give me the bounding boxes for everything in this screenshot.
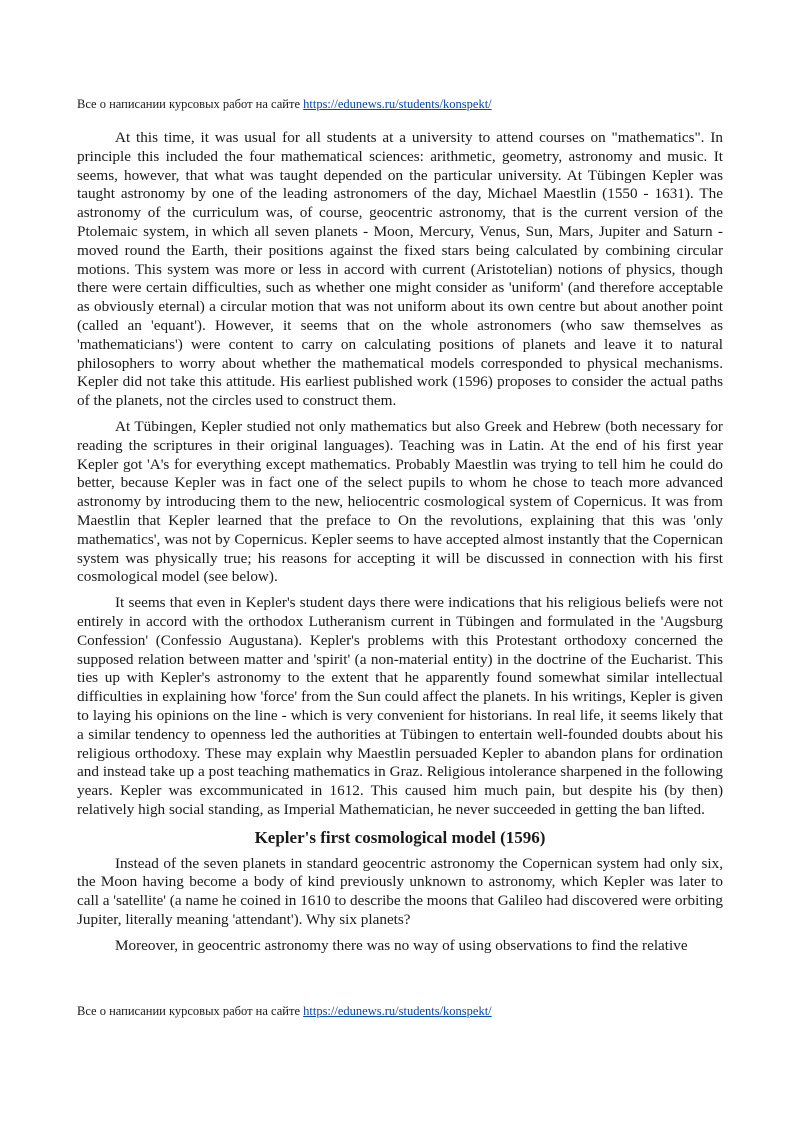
body-paragraph-1: At this time, it was usual for all students at a university to attend courses on "mathematics". In principle this included the four mathematical sciences: arithmetic, geometry, astronomy and music. It seems, however, that what was taught depended on the particular university. At Tübingen Kepler was taught astronomy by one of the leading astronomers of the day, Michael Maestlin (1550 - 1631). The astronomy of the curriculum was, of course, geocentric astronomy, that is the current version of the Ptolemaic system, in which all seven planets - Moon, Mercury, Venus, Sun, Mars, Jupiter and Saturn - moved round the Earth, their positions against the fixed stars being calculated by combining circular motions. This system was more or less in accord with current (Aristotelian) notions of physics, though there were certain difficulties, such as whether one might consider as 'uniform' (and therefore acceptable as obviously eternal) a circular motion that was not uniform about its own centre but about another point (called an 'equant'). However, it seems that on the whole astronomers (who saw themselves as 'mathematicians') were content to carry on calculating positions of planets and leave it to natural philosophers to worry about whether the mathematical models corresponded to physical mechanisms. Kepler did not take this attitude. His earliest published work (1596) proposes to consider the actual paths of the planets, not the circles used to construct them.: [77, 129, 723, 410]
body-paragraph-3: It seems that even in Kepler's student days there were indications that his religious beliefs were not entirely in accord with the orthodox Lutheranism current in Tübingen and formulated in the 'Augsburg Confession' (Confessio Augustana). Kepler's problems with this Protestant orthodoxy concerned the supposed relation between matter and 'spirit' (a non-material entity) in the doctrine of the Eucharist. This ties up with Kepler's astronomy to the extent that he apparently found somewhat similar intellectual difficulties in explaining how 'force' from the Sun could affect the planets. In his writings, Kepler is given to laying his opinions on the line - which is very convenient for historians. In real life, it seems likely that a similar tendency to openness led the authorities at Tübingen to entertain well-founded doubts about his religious orthodoxy. These may explain why Maestlin persuaded Kepler to abandon plans for ordination and instead take up a post teaching mathematics in Graz. Religious intolerance sharpened in the following years. Kepler was excommunicated in 1612. This caused him much pain, but despite his (by then) relatively high social standing, as Imperial Mathematician, he never succeeded in getting the ban lifted.: [77, 594, 723, 818]
body-paragraph-2: At Tübingen, Kepler studied not only mathematics but also Greek and Hebrew (both necessary for reading the scriptures in their original languages). Teaching was in Latin. At the end of his first year Kepler got 'A's for everything except mathematics. Probably Maestlin was trying to tell him he could do better, because Kepler was in fact one of the select pupils to whom he chose to teach more advanced astronomy by introducing them to the new, heliocentric cosmological system of Copernicus. It was from Maestlin that Kepler learned that the preface to On the revolutions, explaining that this was 'only mathematics', was not by Copernicus. Kepler seems to have accepted almost instantly that the Copernican system was physically true; his reasons for accepting it will be discussed in connection with his first cosmological model (see below).: [77, 417, 723, 586]
section-paragraph-1: Instead of the seven planets in standard geocentric astronomy the Copernican system had only six, the Moon having become a body of kind previously unknown to astronomy, which Kepler was later to call a 'satellite' (a name he coined in 1610 to describe the moons that Galileo had discovered were orbiting Jupiter, literally meaning 'attendant'). Why six planets?: [77, 854, 723, 929]
section-paragraph-2: Moreover, in geocentric astronomy there was no way of using observations to find the relative: [115, 936, 688, 954]
page-footer: [77, 1003, 492, 1019]
footer-link[interactable]: https://edunews.ru/students/konspekt/: [303, 1004, 492, 1018]
footer-text: Все о написании курсовых работ на сайте: [77, 1004, 304, 1018]
page-header: [77, 96, 492, 112]
header-link[interactable]: https://edunews.ru/students/konspekt/: [303, 97, 492, 111]
header-text: Все о написании курсовых работ на сайте: [77, 97, 304, 111]
document-body: [77, 129, 723, 963]
section-heading: Kepler's first cosmological model (1596): [254, 827, 546, 847]
